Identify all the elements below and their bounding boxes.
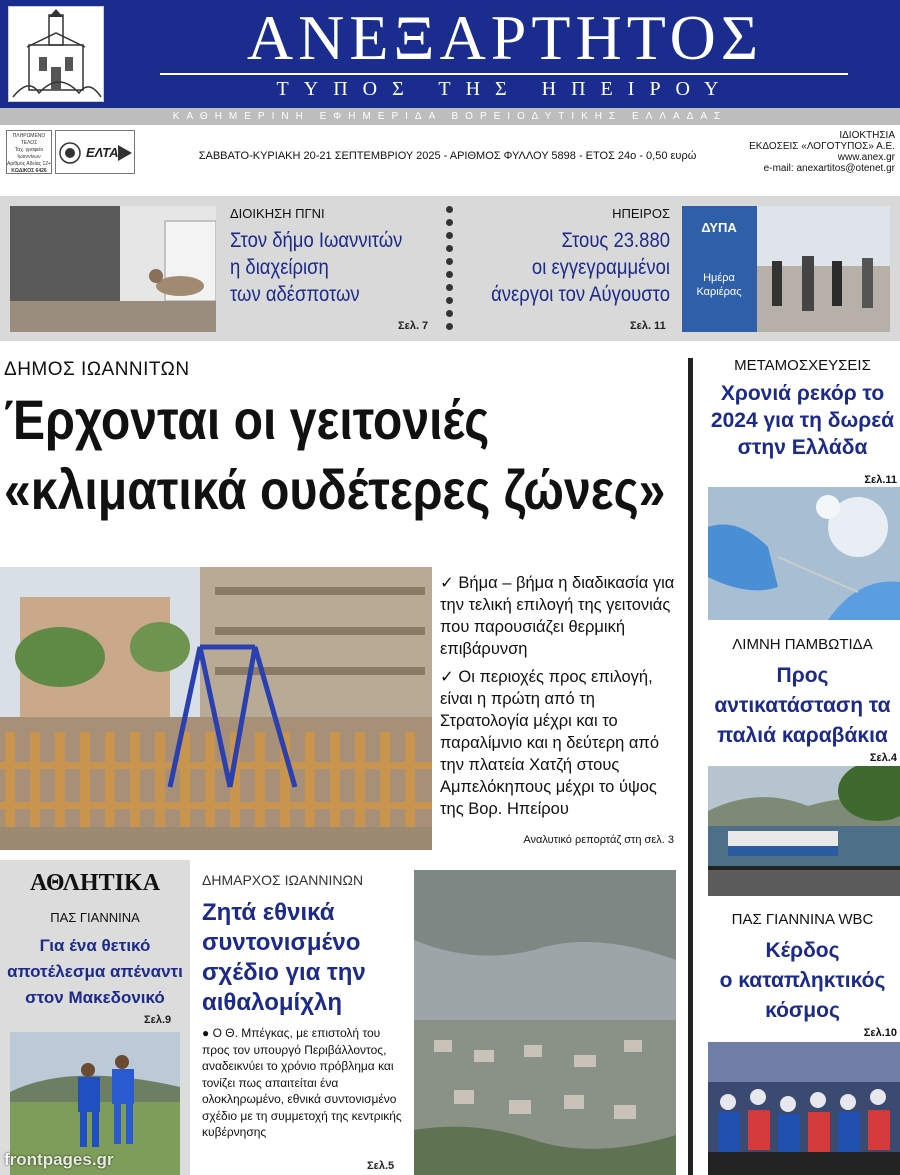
headline-line: συντονισμένο [202,929,361,956]
headline-line: Στους 23.880 [561,229,670,252]
bullet-point: ✓ Οι περιοχές προς επιλογή, είναι η πρώτη από τη Στρατολογία μέχρι και το παραλίμνιο και η δεύτερη από την πλατεία Χατζή στους Αμπελόκηπους μέχρι το ύψος της Βορ. Ηπείρου [440,668,659,818]
tagline: ΚΑΘΗΜΕΡΙΝΗ ΕΦΗΜΕΡΙΔΑ ΒΟΡΕΙΟΔΥΤΙΚΗΣ ΕΛΛΑΔΑΣ [0,108,900,125]
report-ref: Αναλυτικό ρεπορτάζ στη σελ. 3 [523,834,674,846]
headline-line: Έρχονται οι γειτονιές [4,388,490,451]
newspaper-subtitle: ΤΥΠΟΣ ΤΗΣ ΗΠΕΙΡΟΥ [276,78,734,100]
owner-label: ΙΔΙΟΚΤΗΣΙΑ [839,130,895,141]
sports-story[interactable] [0,910,190,1011]
headline-line: των αδέσποτων [230,283,360,306]
story-kicker: ΠΑΣ ΓΙΑΝΝΙΝΑ [50,910,140,925]
playground-photo [0,567,432,850]
main-headline[interactable] [4,385,666,525]
elta-logo [55,130,135,174]
main-bullets [440,572,685,826]
teaser-title [485,227,670,308]
story-kicker: ΠΑΣ ΓΙΑΝΝΙΝΑ WBC [731,911,874,928]
postal-permit-box [6,130,52,174]
basketball-crowd-photo [708,1042,900,1175]
page-ref: Σελ. 11 [630,320,666,332]
teaser-kicker: ΔΙΟΙΚΗΣΗ ΠΓΝΙ [230,206,325,221]
right-story-3[interactable] [705,911,900,1026]
headline-line: στην Ελλάδα [737,436,868,459]
headline-line: άνεργοι τον Αύγουστο [491,283,670,306]
headline-line: ο καταπληκτικός [719,969,886,992]
story-title [0,933,190,1011]
headline-line: οι εγγεγραμμένοι [531,256,670,279]
headline-line: 2024 για τη δωρεά [710,409,895,432]
headline-line: «κλιματικά ουδέτερες ζώνες» [4,458,666,521]
postal-line: ΠΛΗΡΩΜΕΝΟ ΤΕΛΟΣ [12,133,46,146]
teaser-separator [444,206,454,331]
headline-line: Για ένα θετικό [39,936,151,955]
transplant-photo [708,487,900,620]
email-link[interactable]: e-mail: anexartitos@otenet.gr [763,163,895,174]
section-label: ΔΗΜΟΣ ΙΩΑΝΝΙΤΩΝ [4,359,190,380]
career-day-photo [682,206,890,332]
headline-line: Χρονιά ρεκόρ το [720,382,885,405]
postal-code: ΚΩΔΙΚΟΣ 6426 [11,168,47,174]
headline-line: αντικατάσταση τα [714,694,891,717]
masthead-divider [160,73,848,75]
story-kicker: ΔΗΜΑΡΧΟΣ ΙΩΑΝΝΙΝΩΝ [202,872,364,888]
teaser-1[interactable] [230,206,435,308]
headline-line: αιθαλομίχλη [202,989,343,1016]
church-logo-icon [8,6,104,102]
page-ref: Σελ.4 [869,752,897,764]
mayor-story-title[interactable] [202,898,402,1018]
page-ref: Σελ.9 [144,1014,172,1026]
headline-line: Στον δήμο Ιωαννιτών [230,229,403,252]
headline-line: στον Μακεδονικό [25,988,165,1007]
headline-line: παλιά καραβάκια [717,724,888,747]
headline-line: Ζητά εθνικά [202,899,335,926]
page-ref: Σελ.10 [863,1027,897,1039]
image-caption: ΔΥΠΑ [701,220,737,235]
story-title [705,936,900,1026]
elta-label: ΕΛΤΑ [86,145,119,160]
page-ref: Σελ.11 [864,474,897,486]
headline-line: Κέρδος [765,939,840,962]
postal-line: Αριθμός Αδείας 12+ [7,161,51,167]
page-ref: Σελ. 7 [398,320,429,332]
smog-city-photo [414,870,676,1175]
dateline: ΣΑΒΒΑΤΟ-ΚΥΡΙΑΚΗ 20-21 ΣΕΠΤΕΜΒΡΙΟΥ 2025 - ΑΡΙΘΜΟΣ ΦΥΛΛΟΥ 5898 - ΕΤΟΣ 24ο - 0,50 ευρώ [198,150,697,162]
lake-boat-photo [708,766,900,896]
teaser-kicker: ΗΠΕΙΡΟΣ [612,206,670,221]
stray-dog-photo [10,206,216,332]
watermark: frontpages.gr [4,1150,114,1169]
headline-line: η διαχείριση [230,256,329,279]
bullet-point: ✓ Βήμα – βήμα η διαδικασία για την τελική επιλογή της γειτονιάς που παρουσιάζει θερμική επιβάρυνση [440,574,675,658]
owner-company: ΕΚΔΟΣΕΙΣ «ΛΟΓΟΤΥΠΟΣ» Α.Ε. [749,141,895,152]
headline-line: αποτέλεσμα απέναντι [7,962,183,981]
teaser-title [230,227,410,308]
newspaper-title: ΑΝΕΞΑΡΤΗΤΟΣ [246,2,764,73]
page-ref: Σελ.5 [367,1160,395,1172]
column-divider [688,358,693,1175]
right-story-1[interactable] [705,357,900,461]
right-story-2[interactable] [705,636,900,751]
postal-line: Ταχ. γραφείο Ιωαννίνων [14,147,44,160]
website-link[interactable]: www.anex.gr [837,152,895,163]
mayor-story-body: ● Ο Θ. Μπέγκας, με επιστολή του προς τον υπουργό Περιβάλλοντος, αναδεικνύει το χρόνιο πρόβλημα και τονίζει πως απαιτείται ένα ολοκληρωμένο, εθνικά συντονισμένο σχέδιο με τη συμμετοχή της κεντρικής κυβέρνησης [202,1026,402,1139]
story-kicker: ΜΕΤΑΜΟΣΧΕΥΣΕΙΣ [734,357,871,374]
story-title [705,661,900,751]
sports-section-title: ΑΘΛΗΤΙΚΑ [29,870,161,896]
image-caption: Καριέρας [696,286,742,298]
headline-line: κόσμος [765,999,840,1022]
story-title [705,380,900,461]
headline-line: σχέδιο για την [202,959,366,986]
story-kicker: ΛΙΜΝΗ ΠΑΜΒΩΤΙΔΑ [732,636,873,653]
image-caption: Ημέρα [703,272,735,284]
ownership-info [735,130,895,174]
teaser-2[interactable] [460,206,670,308]
headline-line: Προς [776,664,829,687]
